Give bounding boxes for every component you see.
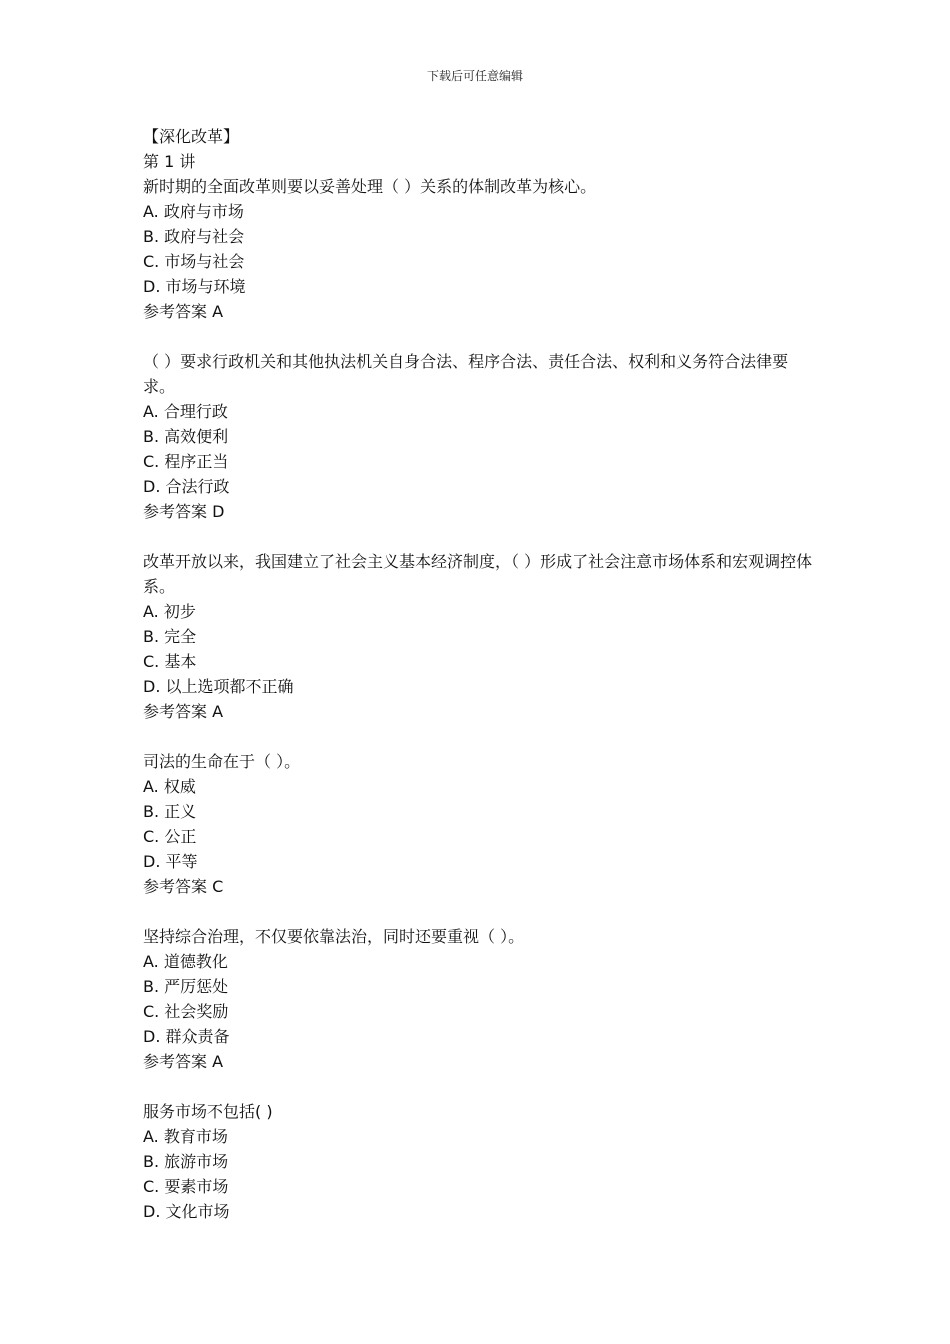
- option-d: D. 市场与环境: [143, 277, 246, 296]
- option-c: C. 基本: [143, 652, 197, 671]
- option-b: B. 完全: [143, 627, 197, 646]
- question-block: [143, 1099, 813, 1224]
- option-a: A. 合理行政: [143, 402, 228, 421]
- question-text: 坚持综合治理，不仅要依靠法治，同时还要重视（ ）。: [143, 927, 525, 946]
- question-block: [143, 749, 813, 899]
- option-d: D. 以上选项都不正确: [143, 677, 294, 696]
- reference-answer: 参考答案 A: [143, 1052, 224, 1071]
- option-c: C. 市场与社会: [143, 252, 245, 271]
- option-a: A. 教育市场: [143, 1127, 228, 1146]
- option-a: A. 初步: [143, 602, 196, 621]
- page-header: 下载后可任意编辑: [426, 69, 523, 83]
- option-c: C. 程序正当: [143, 452, 229, 471]
- option-d: D. 文化市场: [143, 1202, 230, 1221]
- question-block: [143, 174, 813, 324]
- option-a: A. 权威: [143, 777, 196, 796]
- question-text: 新时期的全面改革则要以妥善处理（ ）关系的体制改革为核心。: [143, 177, 597, 196]
- option-b: B. 正义: [143, 802, 197, 821]
- section-title: 【深化改革】: [143, 127, 240, 146]
- option-b: B. 高效便利: [143, 427, 229, 446]
- option-d: D. 平等: [143, 852, 198, 871]
- option-c: C. 要素市场: [143, 1177, 229, 1196]
- option-b: B. 严厉惩处: [143, 977, 229, 996]
- option-b: B. 政府与社会: [143, 227, 245, 246]
- option-a: A. 政府与市场: [143, 202, 244, 221]
- option-d: D. 合法行政: [143, 477, 230, 496]
- lecture-label: 第 1 讲: [143, 152, 196, 171]
- question-text: 改革开放以来，我国建立了社会主义基本经济制度，（ ）形成了社会注意市场体系和宏观调控体系。: [143, 552, 813, 596]
- document-body: [143, 124, 813, 1249]
- question-block: [143, 349, 813, 524]
- question-block: [143, 549, 813, 724]
- reference-answer: 参考答案 C: [143, 877, 224, 896]
- option-b: B. 旅游市场: [143, 1152, 229, 1171]
- option-c: C. 社会奖励: [143, 1002, 229, 1021]
- reference-answer: 参考答案 A: [143, 702, 224, 721]
- reference-answer: 参考答案 D: [143, 502, 225, 521]
- option-a: A. 道德教化: [143, 952, 228, 971]
- question-block: [143, 924, 813, 1074]
- option-c: C. 公正: [143, 827, 197, 846]
- question-text: 服务市场不包括( ): [143, 1102, 273, 1121]
- question-text: 司法的生命在于（ ）。: [143, 752, 301, 771]
- reference-answer: 参考答案 A: [143, 302, 224, 321]
- question-text: （ ）要求行政机关和其他执法机关自身合法、程序合法、责任合法、权利和义务符合法律要求。: [143, 352, 789, 396]
- option-d: D. 群众责备: [143, 1027, 230, 1046]
